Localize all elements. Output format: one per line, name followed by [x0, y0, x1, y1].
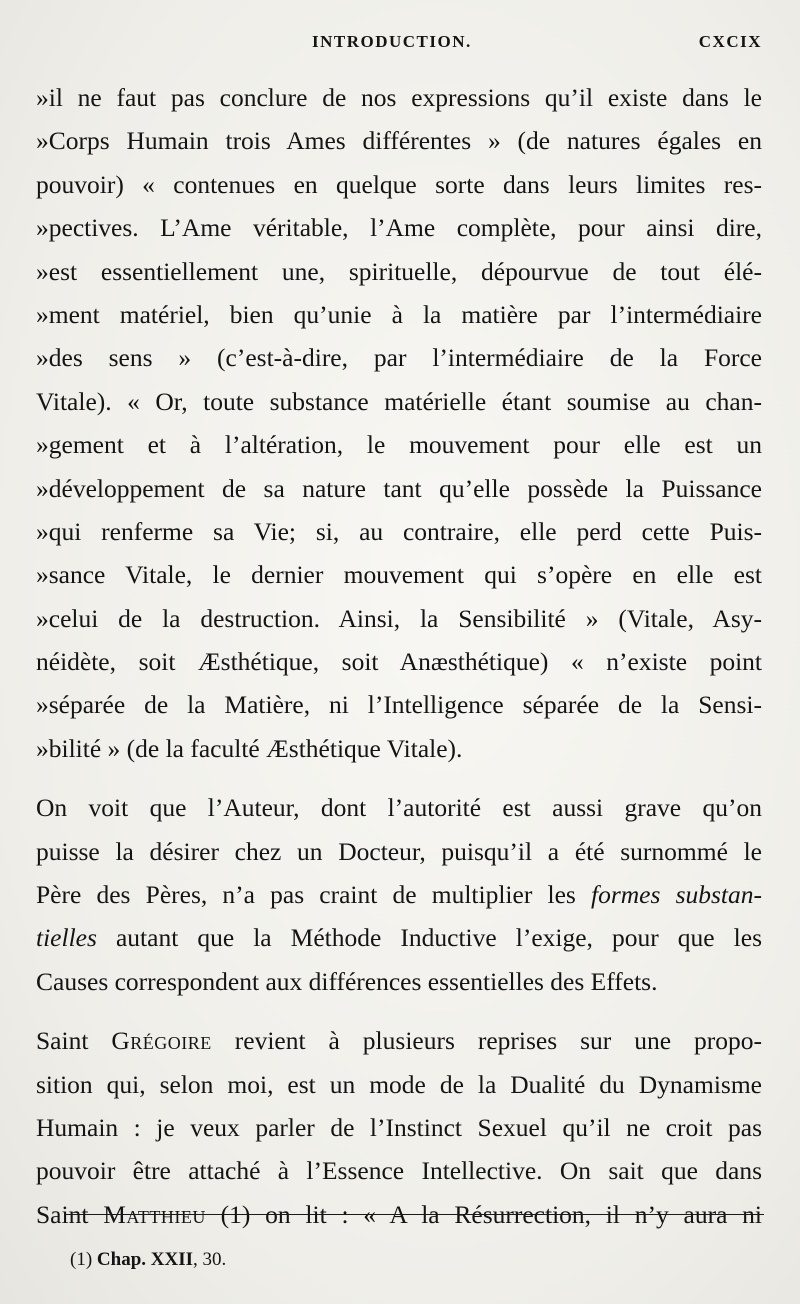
footnote-chapter: Chap. XXII [96, 1249, 193, 1270]
text-line: »ment matériel, bien qu’unie à la matière par l’intermédiaire [36, 299, 762, 329]
text-line: Vitale). « Or, toute substance matérielle étant soumise au chan- [36, 386, 762, 416]
text-run: Saint [36, 1199, 104, 1229]
paragraph-2 [36, 786, 762, 1003]
text-run: Saint [36, 1026, 112, 1056]
text-line: pouvoir) « contenues en quelque sorte dans leurs limites res- [36, 169, 762, 199]
text-line: »bilité » (de la faculté Æsthétique Vitale). [36, 733, 463, 763]
italic-term: formes substan- [590, 880, 762, 910]
text-line: néidète, soit Æsthétique, soit Anæsthétique) « n’existe point [36, 647, 762, 677]
text-line: »des sens » (c’est-à-dire, par l’intermédiaire de la Force [36, 343, 762, 373]
text-line: »est essentiellement une, spirituelle, dépourvue de tout élé- [36, 256, 762, 286]
paragraph-1 [36, 76, 762, 770]
text-line: »qui renferme sa Vie; si, au contraire, elle perd cette Puis- [36, 516, 762, 546]
text-run: Père des Pères, n’a pas craint de multiplier les [36, 880, 591, 910]
footnote-text: , 30. [193, 1249, 227, 1270]
text-line: Humain : je veux parler de l’Instinct Sexuel qu’il ne croit pas [36, 1112, 762, 1142]
italic-term: tielles [36, 923, 97, 953]
text-run: (1) on lit : « A la Résurrection, il n’y aura ni [205, 1199, 762, 1229]
footnote-marker: (1) [70, 1249, 97, 1270]
text-line: »pectives. L’Ame véritable, l’Ame complète, pour ainsi dire, [36, 213, 762, 243]
proper-name: Grégoire [111, 1026, 212, 1056]
text-line: Causes correspondent aux différences essentielles des Effets. [36, 966, 658, 996]
text-line: »sance Vitale, le dernier mouvement qui s’opère en elle est [36, 560, 762, 590]
text-line [36, 1019, 762, 1062]
text-line: »séparée de la Matière, ni l’Intelligence séparée de la Sensi- [36, 690, 762, 720]
text-line [36, 916, 762, 959]
running-title: INTRODUCTION. [312, 32, 472, 51]
text-line: »il ne faut pas conclure de nos expressions qu’il existe dans le [36, 83, 762, 112]
text-run: revient à plusieurs reprises sur une propo- [211, 1026, 762, 1056]
text-line: »gement et à l’altération, le mouvement pour elle est un [36, 430, 762, 460]
running-header [0, 32, 800, 58]
text-line: sition qui, selon moi, est un mode de la Dualité du Dynamisme [36, 1069, 762, 1099]
page-number: CXCIX [698, 32, 762, 51]
text-run: autant que la Méthode Inductive l’exige, pour que les [96, 923, 762, 953]
text-line: On voit que l’Auteur, dont l’autorité est aussi grave qu’on [36, 793, 762, 823]
paragraph-3 [36, 1019, 762, 1236]
text-line: »Corps Humain trois Ames différentes » (de natures égales en [36, 126, 762, 156]
main-text [36, 76, 762, 1236]
footnote-rule [64, 1214, 764, 1215]
text-line: »développement de sa nature tant qu’elle possède la Puissance [36, 473, 762, 503]
text-line: »celui de la destruction. Ainsi, la Sensibilité » (Vitale, Asy- [36, 603, 762, 633]
proper-name: Matthieu [103, 1199, 206, 1229]
text-line [36, 873, 762, 916]
text-line: puisse la désirer chez un Docteur, puisqu’il a été surnommé le [36, 836, 762, 866]
footnote [70, 1248, 226, 1272]
text-line: pouvoir être attaché à l’Essence Intellective. On sait que dans [36, 1156, 762, 1186]
